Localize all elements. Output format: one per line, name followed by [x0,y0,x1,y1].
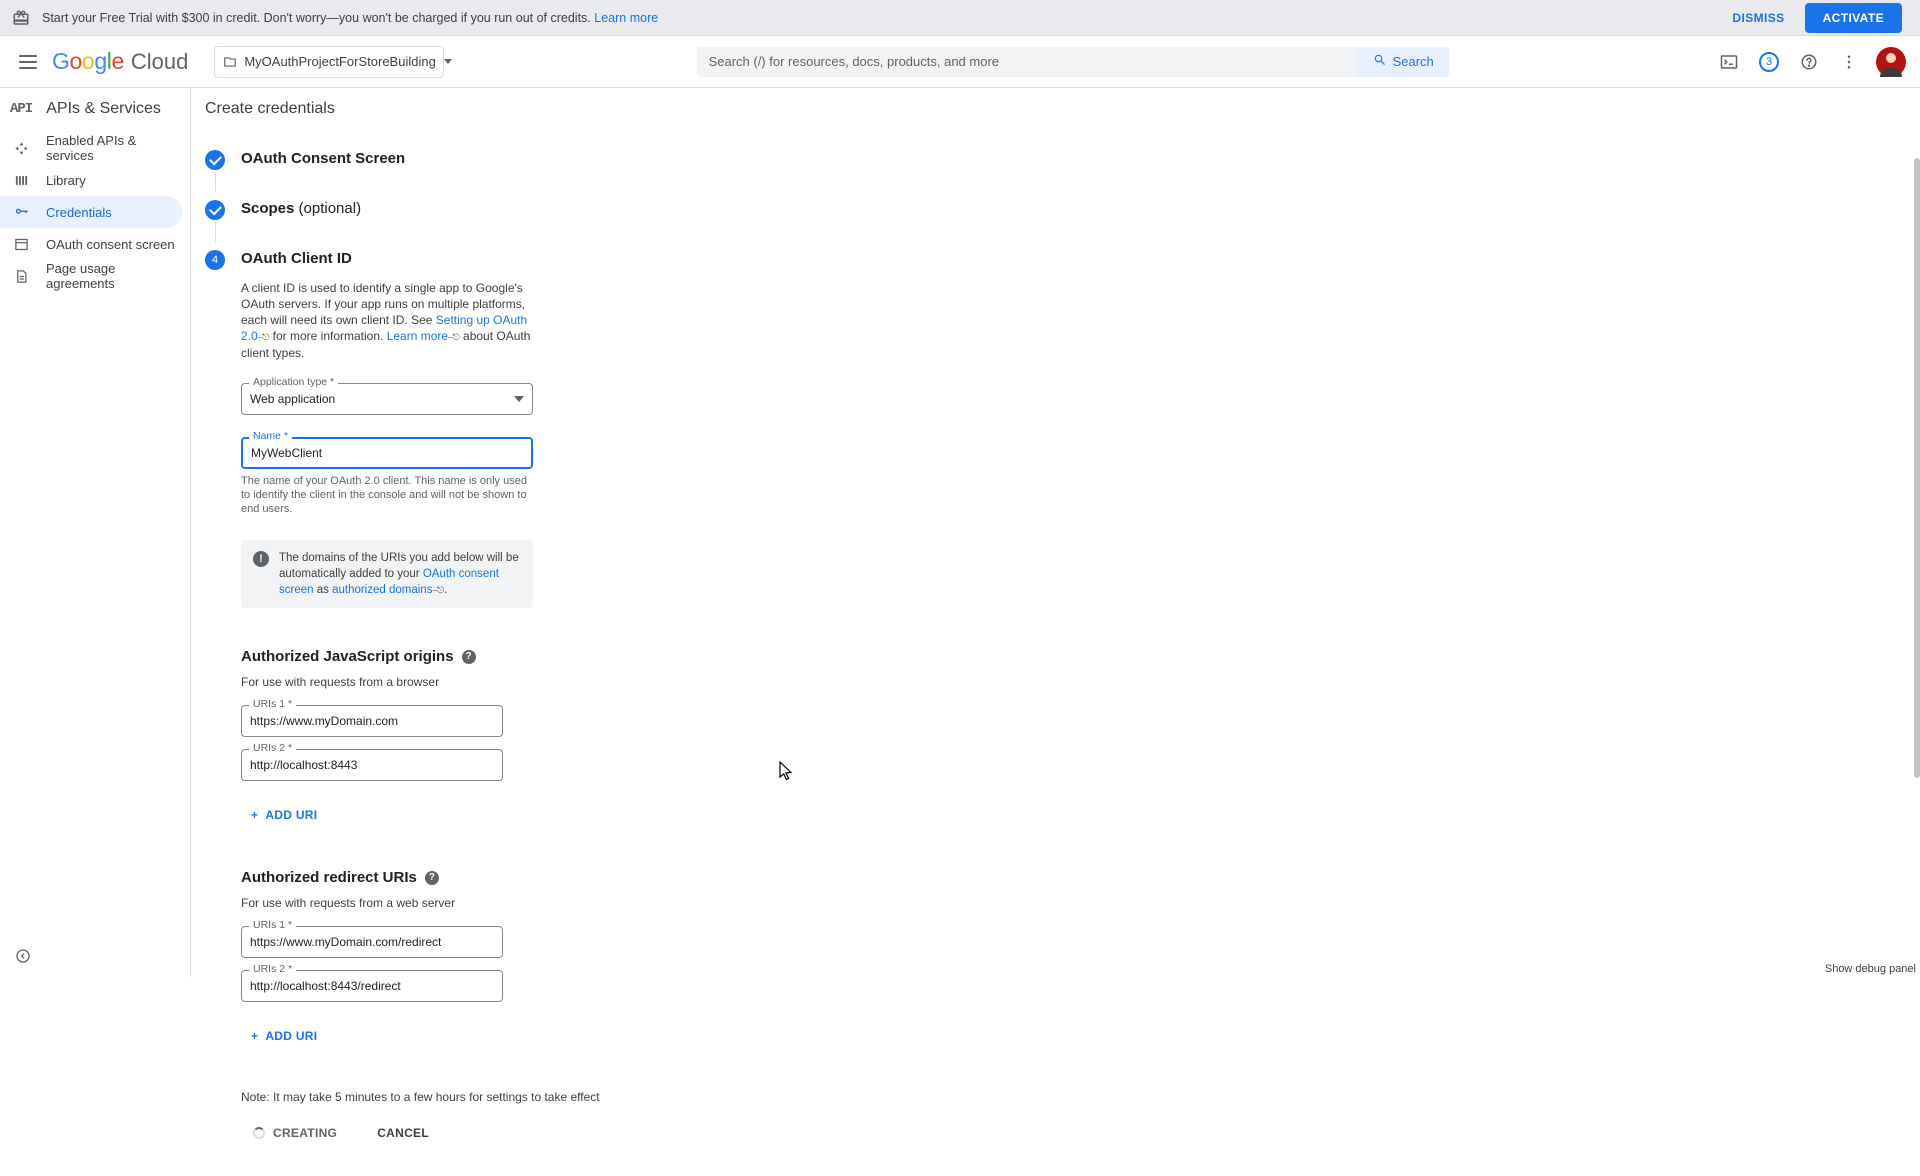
client-id-description [241,280,541,361]
domains-info-text [279,550,521,598]
consent-icon [12,235,30,253]
redirect-uri-2-field[interactable] [241,963,503,1002]
cloud-shell-icon[interactable] [1712,45,1746,79]
sidebar-item-label: Enabled APIs & services [46,133,137,163]
add-redirect-uri-label: ADD URI [265,1029,318,1043]
sidebar-item-enabled-apis[interactable] [0,132,182,164]
more-vert-icon[interactable] [1832,45,1866,79]
logo-letter-g2: g [94,48,107,74]
plus-icon: + [251,1029,259,1043]
js-origin-uri-2-field[interactable] [241,742,503,781]
info-text-part2: as [313,584,333,596]
sidebar-item-library[interactable] [0,164,182,196]
redirect-uri-1-field[interactable] [241,919,503,958]
application-type-value: Web application [250,392,336,406]
top-app-bar [0,36,1920,88]
application-type-select[interactable] [241,376,533,415]
top-bar-icons [1712,45,1906,79]
form-actions [241,1118,1920,1176]
help-icon[interactable]: ? [425,871,439,885]
scrollbar-thumb[interactable] [1914,158,1920,778]
search-placeholder: Search (/) for resources, docs, products, and more [708,54,1000,69]
search-button[interactable] [1357,47,1450,77]
search-area [444,47,1702,77]
sidebar-item-label: Credentials [46,204,112,220]
step-title: OAuth Client ID [241,250,352,267]
sidebar-item-label: Page usage agreements [46,261,116,291]
step-done-icon [205,150,225,170]
library-icon [12,171,30,189]
add-redirect-uri-button[interactable] [241,1022,327,1050]
step-title-text: Scopes [241,200,295,217]
logo-cloud-text: Cloud [130,49,189,74]
content-area [191,88,1920,1140]
key-icon [12,203,30,221]
notifications-icon[interactable] [1752,45,1786,79]
project-name: MyOAuthProjectForStoreBuilding [244,54,436,69]
info-text-part1: The domains of the URIs you add below will be automatically added to your [279,552,519,580]
help-icon[interactable]: ? [462,650,476,664]
redirect-uris-title-text: Authorized redirect URIs [241,869,417,886]
learn-more-link[interactable]: Learn more [386,329,449,343]
banner-learn-more-link[interactable]: Learn more [594,10,659,25]
domains-info-box [241,540,533,608]
redirect-uri-2-label: URIs 2 * [249,963,296,975]
free-trial-banner [0,0,1920,36]
step-oauth-consent-screen[interactable] [205,148,1920,178]
redirect-uri-2-value: http://localhost:8443/redirect [250,979,401,993]
scroll-area[interactable] [191,130,1920,1140]
client-id-description-part3: about OAuth client types. [241,329,531,360]
sidebar-item-label: OAuth consent screen [46,236,175,252]
logo-letter-g: G [52,48,70,74]
sidebar-item-oauth-consent-screen[interactable] [0,228,182,260]
google-cloud-logo[interactable] [52,48,188,75]
external-link-icon: ⎯⎋ [448,332,460,342]
sidebar-title-label: APIs & Services [46,100,161,117]
info-text-part3: . [444,584,448,596]
search-icon [1373,53,1387,70]
api-icon: API [10,101,33,117]
page-title: Create credentials [191,88,1920,130]
client-name-hint: The name of your OAuth 2.0 client. This name is only used to identify the client in the console and will not be shown to end users. [241,475,527,515]
logo-letter-e: e [111,48,124,74]
step-connector [215,172,216,192]
client-id-description-part2: for more information. [269,329,387,343]
settings-note: Note: It may take 5 minutes to a few hours for settings to take effect [241,1090,600,1104]
dismiss-button[interactable]: DISMISS [1720,5,1796,31]
js-origin-uri-2-label: URIs 2 * [249,742,296,754]
agreement-icon [12,267,30,285]
gift-icon [10,7,32,29]
step-done-icon [205,200,225,220]
client-id-description-part1: A client ID is used to identify a single app to Google's OAuth servers. If your app runs on multiple platforms, each will need its own client ID. See [241,281,526,327]
step-connector [215,222,216,242]
client-name-field[interactable] [241,430,533,469]
step-oauth-client-id [205,248,1920,1176]
info-icon: ! [253,551,269,567]
logo-letter-l: l [106,48,112,74]
js-origins-title-text: Authorized JavaScript origins [241,648,454,665]
js-origin-uri-1-label: URIs 1 * [249,698,296,710]
sidebar-item-page-usage-agreements[interactable] [0,260,182,292]
plus-icon: + [251,808,259,822]
chevron-down-icon [514,396,524,402]
dashboard-icon [12,139,30,157]
main-layout [0,88,1920,1140]
sidebar [0,88,191,977]
project-selector[interactable] [214,46,444,78]
redirect-uris-subtitle: For use with requests from a web server [241,896,456,910]
setting-up-oauth-link[interactable]: Setting up OAuth 2.0 [241,313,528,343]
js-origins-title [241,648,1920,665]
client-name-value: MyWebClient [251,446,323,460]
notification-count: 3 [1759,52,1779,72]
js-origins-subtitle: For use with requests from a browser [241,675,440,689]
step-title-optional: (optional) [298,200,362,217]
project-icon [223,54,237,70]
activate-button[interactable]: ACTIVATE [1805,3,1902,33]
help-icon[interactable] [1792,45,1826,79]
external-link-icon: ⎯⎋ [257,332,270,342]
sidebar-title [0,94,190,132]
page-scrollbar[interactable] [1914,88,1920,977]
add-js-origin-uri-button[interactable] [241,801,327,829]
redirect-uri-1-value: https://www.myDomain.com/redirect [250,935,442,949]
search-input[interactable] [697,47,1357,77]
hamburger-icon[interactable] [10,44,46,80]
spinner-icon [253,1127,265,1139]
banner-text [42,11,658,25]
js-origin-uri-1-value: https://www.myDomain.com [250,714,399,728]
step-title [241,198,1920,220]
redirect-uris-title [241,869,1920,886]
creating-label: CREATING [273,1126,338,1140]
create-credentials-stepper [191,130,1920,1176]
creating-button [241,1118,349,1148]
banner-message: Start your Free Trial with $300 in credit. Don't worry—you won't be charged if you run out of credits. [42,10,591,25]
sidebar-item-label: Library [46,172,86,188]
redirect-uri-1-label: URIs 1 * [249,919,296,931]
js-origin-uri-1-field[interactable] [241,698,503,737]
show-debug-panel-link[interactable]: Show debug panel [1824,963,1916,975]
oauth-consent-screen-link[interactable]: OAuth consent screen [279,568,499,596]
external-link-icon: ⎯⎋ [432,585,445,595]
logo-letter-o1: o [69,48,82,74]
sidebar-item-credentials[interactable] [0,196,182,228]
add-js-origin-uri-label: ADD URI [265,808,318,822]
cancel-button[interactable]: CANCEL [365,1118,441,1148]
avatar[interactable] [1876,47,1906,77]
application-type-label: Application type * [249,376,338,388]
step-number-badge: 4 [205,250,225,270]
js-origin-uri-2-value: http://localhost:8443 [250,758,358,772]
client-name-label: Name * [249,430,292,442]
step-scopes[interactable] [205,198,1920,228]
authorized-domains-link[interactable]: authorized domains [332,584,433,596]
logo-letter-o2: o [81,48,95,74]
search-button-label: Search [1392,54,1434,69]
collapse-left-icon[interactable] [12,945,34,967]
step-title: OAuth Consent Screen [241,150,406,167]
